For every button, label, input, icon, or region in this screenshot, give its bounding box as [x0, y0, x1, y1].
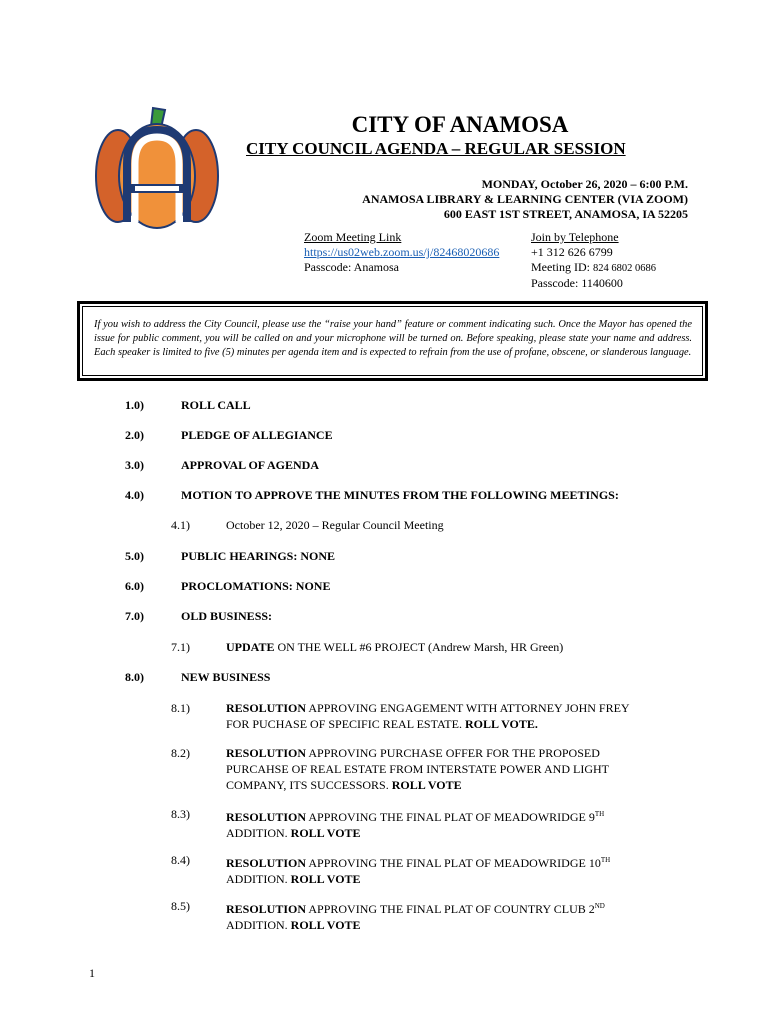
- zoom-passcode: Passcode: Anamosa: [304, 260, 399, 274]
- zoom-info: [304, 230, 499, 275]
- sub-item-text: RESOLUTION APPROVING ENGAGEMENT WITH ATTORNEY JOHN FREY FOR PUCHASE OF SPECIFIC REAL ESTATE. ROLL VOTE.: [226, 701, 630, 731]
- sub-item-number: 8.5): [171, 899, 190, 913]
- page-number: 1: [89, 966, 95, 980]
- zoom-label: Zoom Meeting Link: [304, 230, 402, 244]
- item-label: PLEDGE OF ALLEGIANCE: [181, 428, 333, 442]
- sub-item-text: UPDATE ON THE WELL #6 PROJECT (Andrew Marsh, HR Green): [226, 640, 564, 654]
- sub-item-number: 7.1): [171, 640, 190, 654]
- item-number: 8.0): [125, 670, 144, 684]
- telephone-passcode: Passcode: 1140600: [531, 276, 623, 290]
- telephone-number: +1 312 626 6799: [531, 245, 613, 259]
- public-comment-notice: If you wish to address the City Council, please use the “raise your hand” feature or comment indicating such. Once the Mayor has opened the issue for public comment, you will be called on and your microphone will be turned on. Before speaking, please state your name and address. Each speaker is limited to five (5) minutes per agenda item and is expected to refrain from the use of profane, obscene, or slanderous language.: [82, 306, 703, 376]
- sub-item-text: RESOLUTION APPROVING THE FINAL PLAT OF MEADOWRIDGE 9TH ADDITION. ROLL VOTE: [226, 810, 605, 840]
- meeting-address: 600 EAST 1ST STREET, ANAMOSA, IA 52205: [443, 207, 688, 221]
- item-number: 6.0): [125, 579, 144, 593]
- item-number: 7.0): [125, 609, 144, 623]
- sub-item-number: 4.1): [171, 518, 190, 532]
- agenda-title: CITY COUNCIL AGENDA – REGULAR SESSION: [246, 139, 626, 158]
- meeting-location: ANAMOSA LIBRARY & LEARNING CENTER (VIA ZOOM): [362, 192, 688, 206]
- zoom-link[interactable]: https://us02web.zoom.us/j/82468020686: [304, 245, 500, 259]
- city-title: CITY OF ANAMOSA: [351, 112, 569, 137]
- item-label: PUBLIC HEARINGS: NONE: [181, 549, 336, 563]
- item-label: NEW BUSINESS: [181, 670, 271, 684]
- sub-item-text: RESOLUTION APPROVING PURCHASE OFFER FOR THE PROPOSED PURCAHSE OF REAL ESTATE FROM INTERSTATE POWER AND LIGHT COMPANY, ITS SUCCESSORS. ROLL VOTE: [226, 746, 609, 792]
- telephone-label: Join by Telephone: [531, 230, 619, 244]
- sub-item-text: October 12, 2020 – Regular Council Meeting: [226, 518, 444, 532]
- public-comment-notice-box: [77, 301, 708, 381]
- anamosa-pumpkin-logo: [93, 104, 221, 234]
- item-number: 4.0): [125, 488, 144, 502]
- item-number: 5.0): [125, 549, 144, 563]
- telephone-info: [531, 230, 656, 291]
- sub-item-text: RESOLUTION APPROVING THE FINAL PLAT OF MEADOWRIDGE 10TH ADDITION. ROLL VOTE: [226, 856, 611, 886]
- item-label: ROLL CALL: [181, 398, 251, 412]
- meeting-id: Meeting ID: 824 6802 0686: [531, 260, 656, 274]
- item-label: OLD BUSINESS:: [181, 609, 273, 623]
- item-number: 2.0): [125, 428, 144, 442]
- sub-item-number: 8.2): [171, 746, 190, 760]
- item-number: 1.0): [125, 398, 144, 412]
- sub-item-number: 8.1): [171, 701, 190, 715]
- sub-item-number: 8.4): [171, 853, 190, 867]
- sub-item-text: RESOLUTION APPROVING THE FINAL PLAT OF COUNTRY CLUB 2ND ADDITION. ROLL VOTE: [226, 902, 605, 932]
- item-number: 3.0): [125, 458, 144, 472]
- item-label: APPROVAL OF AGENDA: [181, 458, 320, 472]
- meeting-date: MONDAY, October 26, 2020 – 6:00 P.M.: [481, 177, 688, 191]
- sub-item-number: 8.3): [171, 807, 190, 821]
- item-label: PROCLOMATIONS: NONE: [181, 579, 331, 593]
- item-label: MOTION TO APPROVE THE MINUTES FROM THE FOLLOWING MEETINGS:: [181, 488, 619, 502]
